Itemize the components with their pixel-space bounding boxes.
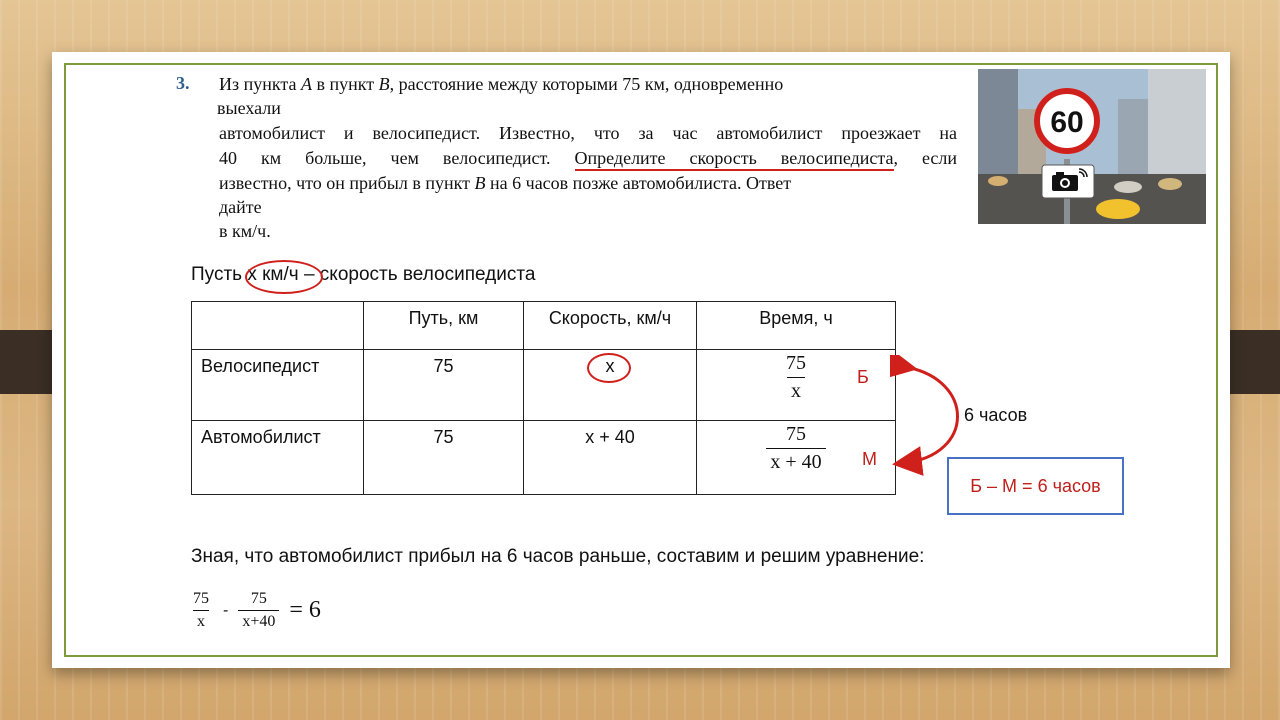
arrow-label: 6 часов xyxy=(964,405,1028,425)
row-speed: x + 40 xyxy=(524,421,697,495)
task-line-4: 40 км больше, чем велосипедист. Определите скорость велосипедиста, если xyxy=(219,147,957,169)
motion-table xyxy=(191,301,896,495)
tag-b: Б xyxy=(857,367,869,387)
equation-fraction-2: $\frac{75}{x+40}$ xyxy=(238,590,279,631)
row-name: Велосипедист xyxy=(192,350,364,421)
task-line-5: известно, что он прибыл в пункт B на 6 часов позже автомобилиста. Ответ xyxy=(219,173,792,193)
conclusion-text: Зная, что автомобилист прибыл на 6 часов раньше, составим и решим уравнение: xyxy=(191,546,925,567)
table-row xyxy=(192,421,896,495)
table-header-cell: Время, ч xyxy=(697,302,896,350)
row-distance: 75 xyxy=(364,350,524,421)
task-line-6: дайте xyxy=(219,197,262,217)
row-speed: x xyxy=(524,350,697,421)
variable-definition: x км/ч xyxy=(247,264,299,285)
equation xyxy=(189,590,321,631)
row-distance: 75 xyxy=(364,421,524,495)
table-row xyxy=(192,350,896,421)
time-fraction: $\frac{75}{x}$ xyxy=(786,352,806,402)
task-line-1: Из пункта A в пункт B, расстояние между которыми 75 км, одновременно xyxy=(219,74,784,94)
difference-note: Б – М = 6 часов xyxy=(947,457,1124,515)
speed-sign-photo xyxy=(978,69,1206,224)
equation-minus: - xyxy=(223,601,229,619)
task-line-2: выехали xyxy=(217,98,281,118)
task-line-3: автомобилист и велосипедист. Известно, что за час автомобилист проезжает на xyxy=(219,123,957,143)
table-header-cell: Скорость, км/ч xyxy=(524,302,697,350)
speed-limit-value: 60 xyxy=(1050,106,1084,139)
street-scene xyxy=(978,69,1206,224)
variable-highlight-oval xyxy=(245,260,323,294)
question-underline: Определите скорость велосипедиста xyxy=(575,148,894,171)
tag-m: М xyxy=(862,449,877,469)
row-name: Автомобилист xyxy=(192,421,364,495)
task-line-7: в км/ч. xyxy=(219,221,271,241)
equation-rhs: = 6 xyxy=(289,597,321,623)
task-number: 3. xyxy=(176,73,190,93)
solution-intro: Пусть x км/ч – скорость велосипедиста xyxy=(191,264,536,285)
time-fraction: $\frac{75}{x + 40}$ xyxy=(766,423,825,474)
table-header-cell: Путь, км xyxy=(364,302,524,350)
speed-highlight-oval xyxy=(587,353,631,383)
equation-fraction-1: $\frac{75}{x}$ xyxy=(193,590,209,630)
table-header-cell xyxy=(192,302,364,350)
table-header-row xyxy=(192,302,896,350)
